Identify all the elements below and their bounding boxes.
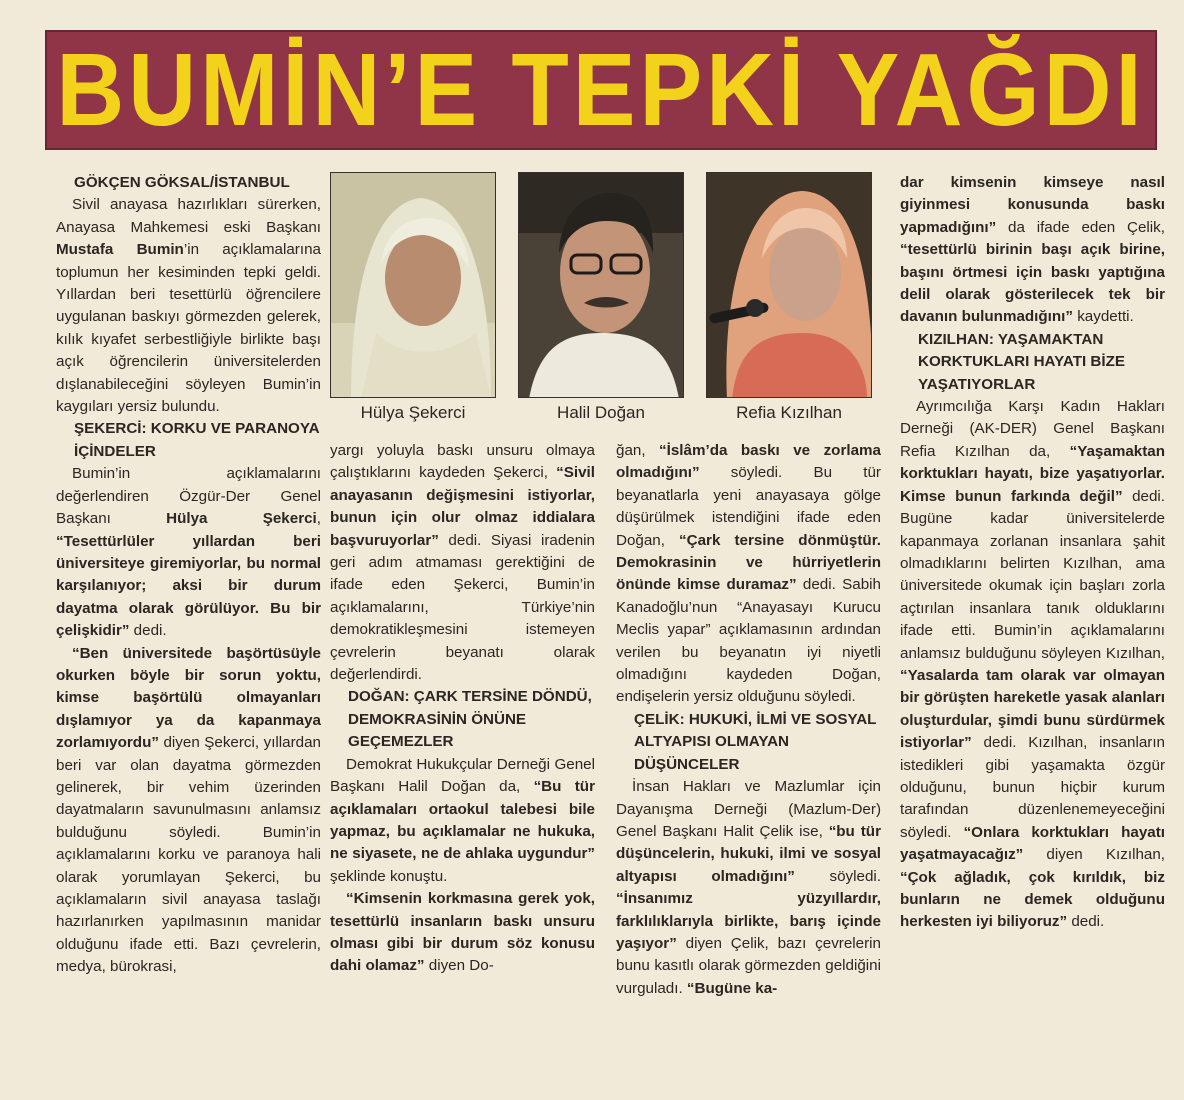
photo-refia-kizilhan — [706, 172, 872, 398]
portrait-image — [519, 173, 684, 398]
paragraph: ğan, “İslâm’da baskı ve zorlama olmadığını” söyledi. Bu tür beyanatlarla yeni anayasaya gölge düşürülmek istendiğini ifade eden Doğan, “Çark tersine dönmüştür. Demokrasinin ve hürriyetlerin önünde kimse duramaz” dedi. Sabih Kanadoğlu’nun “Anayasayı Kurucu Meclis yapar” açıklamasının ardından verilen bu beyanatın iyi niyetli olmadığını kaydeden Doğan, endişelerin yersiz olduğunu söyledi. — [616, 442, 882, 706]
portrait-image — [707, 173, 872, 398]
paragraph: İnsan Hakları ve Mazlumlar için Dayanışma Derneği (Mazlum-Der) Genel Başkanı Halit Çelik ise, “bu tür düşüncelerin, hukuki, ilmi ve sosyal altyapısı olmadığını” söyledi. “İnsanımız yüzyıllardır, farklılıklarıyla birlikte, barış içinde yaşıyor” diyen Çelik, bazı çevrelerin bunu kasıtlı olarak görmezden geldiğini vurguladı. “Bugüne ka- — [616, 778, 881, 997]
column-4 — [900, 172, 1165, 934]
column-3 — [616, 440, 881, 1000]
paragraph: “Kimsenin korkmasına gerek yok, tesettürlü insanların baskı unsuru olması gibi bir durum söz konusu dahi olamaz” diyen Do- — [330, 890, 595, 975]
byline: GÖKÇEN GÖKSAL/İSTANBUL — [74, 174, 290, 191]
photo-caption: Hülya Şekerci — [360, 403, 466, 422]
subheading: DOĞAN: ÇARK TERSİNE DÖNDÜ, DEMOKRASİNİN ÖNÜNE GEÇEMEZLER — [348, 688, 592, 751]
paragraph: Demokrat Hukukçular Derneği Genel Başkanı Halil Doğan da, “Bu tür açıklamaları ortaokul talebesi bile yapmaz, bu açıklamalar ne hukuka, ne siyasete, ne de ahlaka uygundur” şeklinde konuştu. — [330, 755, 595, 885]
photo-hulya-sekerci — [330, 172, 496, 398]
headline: BUMİN’E TEPKİ YAĞDI — [56, 31, 1146, 148]
column-2 — [330, 440, 595, 978]
photo-caption: Halil Doğan — [557, 403, 645, 422]
subheading: KIZILHAN: YAŞAMAKTAN KORKTUKLARI HAYATI BİZE YAŞATIYORLAR — [918, 330, 1126, 393]
portrait-image — [331, 173, 496, 398]
column-1 — [56, 172, 321, 979]
headline-banner — [45, 30, 1157, 150]
paragraph: yargı yoluyla baskı unsuru olmaya çalıştıklarını kaydeden Şekerci, “Sivil anayasanın değişmesini istiyorlar, bunun için olur olmaz iddialara başvuruyorlar” dedi. Siyasi iradenin geri adım atmaması gerektiğini de ifade eden Şekerci, Bumin’in açıklamalarını, Türkiye’nin demokratikleşmesini istemeyen çevrelerin beyanatı olarak değerlendirdi. — [330, 442, 595, 684]
paragraph: Ayrımcılığa Karşı Kadın Hakları Derneği (AK-DER) Genel Başkanı Refia Kızılhan da, “Yaşamaktan korktukları hayatı, bize yaşatıyorlar. Kimse bunun farkında değil” dedi. Bugüne kadar üniversitelerde kapanmaya zorlanan insanlara şahit olmadıklarını belirten Kızılhan, ama üniversitede okumak için başları zorla açtırılan insanlara tanık olduklarını ifade etti. Bumin’in açıklamalarını anlamsız bulduğunu söyleyen Kızılhan, “Yasalarda tam olarak var olmayan bir görüşten hareketle yasak alanları oluşturdular, şimdi bunu sürdürmek istiyorlar” dedi. Kızılhan, insanların istedikleri gibi yaşamakta özgür olduğunu, bunun hiçbir kurum tarafından düzenlenemeyeceğini söyledi. “Onlara korktukları hayatı yaşatmayacağız” diyen Kızılhan, “Çok ağladık, çok kırıldık, biz bunların ne demek olduğunu herkesten iyi biliyoruz” dedi. — [900, 398, 1166, 931]
paragraph: dar kimsenin kimseye nasıl giyinmesi konusunda baskı yapmadığını” da ifade eden Çelik, “tesettürlü birinin başı açık birine, başını örtmesi için baskı yaptığına delil olarak gösterilecek tek bir davanın bulunmadığını” kaydetti. — [900, 174, 1165, 326]
paragraph: “Ben üniversitede başörtüsüyle okurken böyle bir sorun yoktu, kimse başörtülü olmayanları dışlamıyor ya da kapanmaya zorlamıyordu” diyen Şekerci, yıllardan beri var olan dayatma görmezden gelinerek, bir vehim üzerinden dayatmaların savunulmasını anlamsız bulduğunu söyledi. Bumin’in açıklamalarını korku ve paranoya hali olarak yorumlayan Şekerci, bu açıklamaların sivil anayasa taslağı hazırlanırken yapılmasının manidar olduğunu ifade etti. Bazı çevrelerin, medya, bürokrasi, — [56, 644, 321, 976]
subheading: ÇELİK: HUKUKİ, İLMİ VE SOSYAL ALTYAPISI OLMAYAN DÜŞÜNCELER — [634, 710, 877, 773]
photo-halil-dogan — [518, 172, 684, 398]
paragraph: Sivil anayasa hazırlıkları sürerken, Anayasa Mahkemesi eski Başkanı Mustafa Bumin’in açıklamalarına toplumun her kesiminden tepki geldi. Yıllardan beri tesettürlü öğrencilere uygulanan baskıyı görmezden gelerek, kılık kıyafet serbestliğiyle birlikte başı açık öğrencilerin üniversitelerden dışlanabileceğini söyleyen Bumin’in kaygıları yersiz bulundu. — [56, 196, 321, 416]
subheading: ŞEKERCİ: KORKU VE PARANOYA İÇİNDELER — [74, 420, 319, 460]
paragraph: Bumin’in açıklamalarını değerlendiren Özgür-Der Genel Başkanı Hülya Şekerci, “Tesettürlüler yıllardan beri üniversiteye giremiyorlar, bu normal karşılanıyor; aksi bir durum dayatma olarak görülüyor. Bu bir çelişkidir” dedi. — [56, 465, 321, 640]
photo-caption: Refia Kızılhan — [736, 403, 842, 422]
